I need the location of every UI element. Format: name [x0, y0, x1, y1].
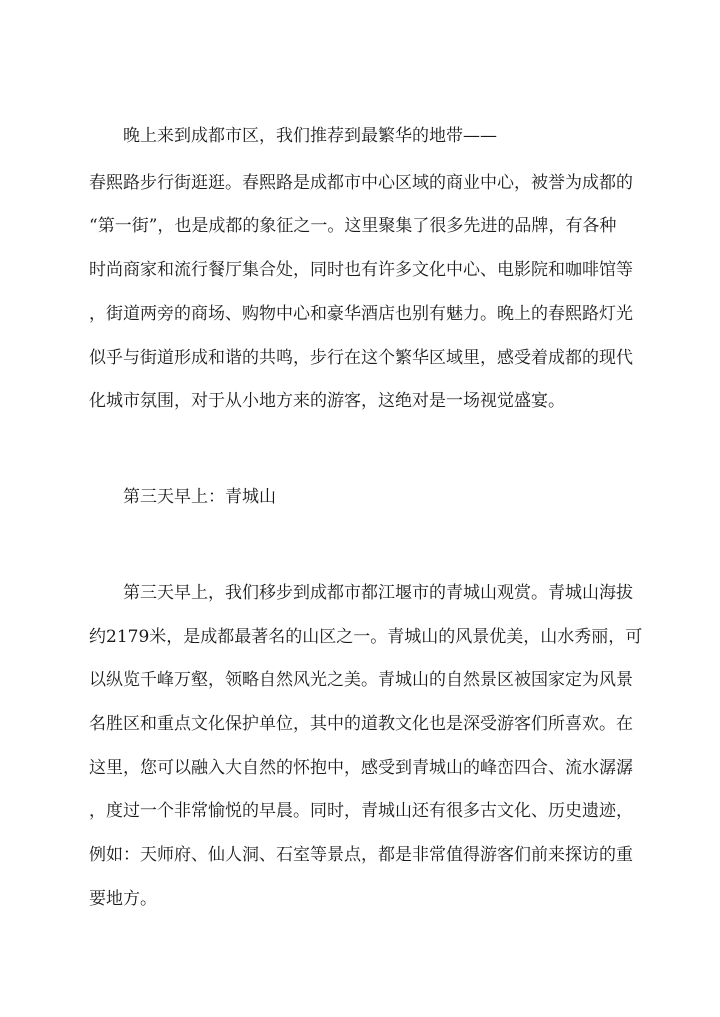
- paragraph-line: 约2179米，是成都最著名的山区之一。青城山的风景优美，山水秀丽，可: [89, 627, 643, 647]
- paragraph-line: ，街道两旁的商场、购物中心和豪华酒店也别有魅力。晚上的春熙路灯光: [89, 304, 633, 324]
- paragraph-line: 例如：天师府、仙人洞、石室等景点，都是非常值得游客们前来探访的重: [89, 845, 633, 865]
- paragraph-line: 这里，您可以融入大自然的怀抱中，感受到青城山的峰峦四合、流水潺潺: [89, 758, 633, 778]
- paragraph-line: 名胜区和重点文化保护单位，其中的道教文化也是深受游客们所喜欢。在: [89, 714, 633, 734]
- paragraph-line: 时尚商家和流行餐厅集合处，同时也有许多文化中心、电影院和咖啡馆等: [89, 260, 633, 280]
- paragraph-line: 春熙路步行街逛逛。春熙路是成都市中心区域的商业中心，被誉为成都的: [89, 173, 633, 193]
- paragraph-line: 晚上来到成都市区，我们推荐到最繁华的地带——: [123, 126, 497, 146]
- paragraph-line: 要地方。: [89, 889, 157, 909]
- paragraph-line: “第一街”，也是成都的象征之一。这里聚集了很多先进的品牌，有各种: [89, 216, 617, 236]
- paragraph-line: 第三天早上，我们移步到成都市都江堰市的青城山观赏。青城山海拔: [123, 583, 633, 603]
- paragraph-line: 以纵览千峰万壑，领略自然风光之美。青城山的自然景区被国家定为风景: [89, 670, 633, 690]
- paragraph-line: 似乎与街道形成和谐的共鸣，步行在这个繁华区域里，感受着成都的现代: [89, 348, 633, 368]
- paragraph-line: 化城市氛围，对于从小地方来的游客，这绝对是一场视觉盛宴。: [89, 391, 565, 411]
- paragraph-line: ，度过一个非常愉悦的早晨。同时，青城山还有很多古文化、历史遗迹，: [89, 801, 633, 821]
- section-heading: 第三天早上：青城山: [123, 487, 276, 507]
